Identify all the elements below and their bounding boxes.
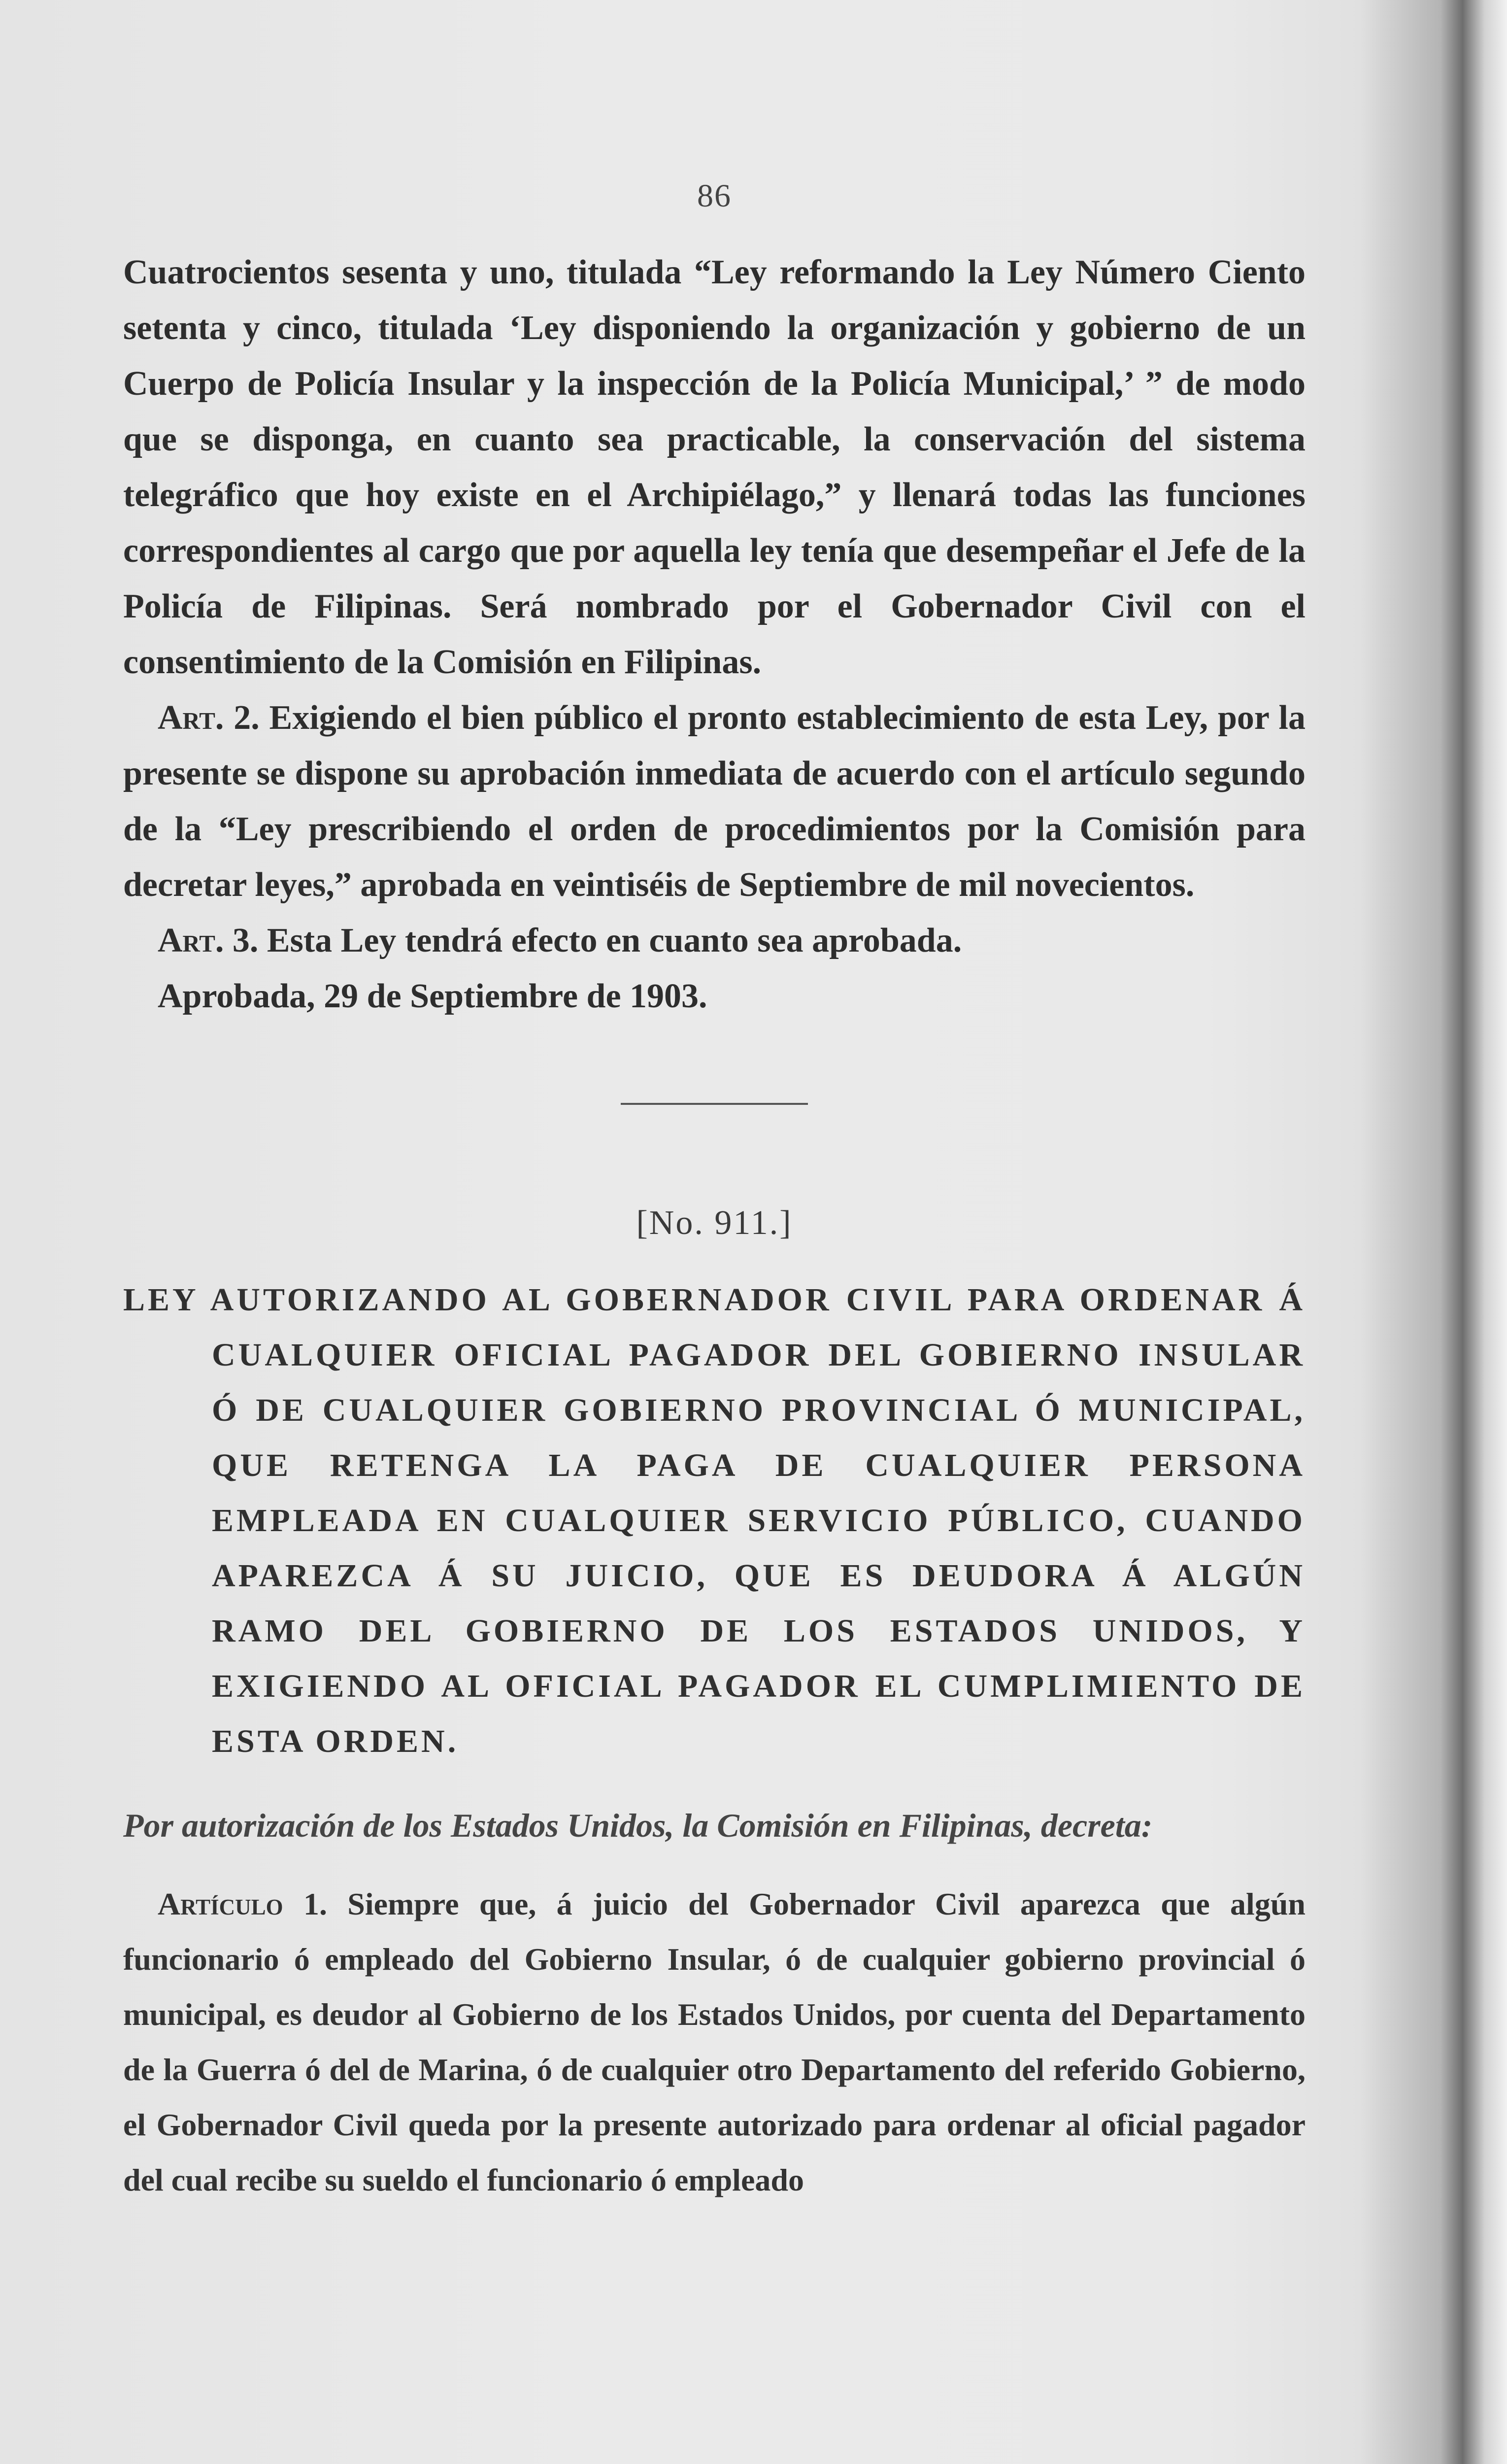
article-1-label: Artículo 1. — [158, 1886, 327, 1921]
page-content — [123, 177, 1306, 2208]
article-1 — [123, 1877, 1306, 2208]
article-3 — [123, 913, 1306, 968]
article-2-text: Exigiendo el bien público el pronto establecimiento de esta Ley, por la presente se dispone su aprobación inmediata de acuerdo con el artículo segundo de la “Ley prescribiendo el orden de procedimientos por la Comisión para decretar leyes,” aprobada en veintiséis de Septiembre de mil novecientos. — [123, 699, 1306, 904]
enacting-clause: Por autorización de los Estados Unidos, la Comisión en Filipinas, decreta: — [123, 1807, 1153, 1844]
law-title — [123, 1272, 1306, 1769]
page-edge-shadow — [1359, 0, 1507, 2464]
article-1-text: Siempre que, á juicio del Gobernador Civil aparezca que algún funcionario ó empleado del Gobierno Insular, ó de cualquier gobierno provincial ó municipal, es deudor al Gobierno de los Estados Unidos, por cuenta del Departamento de la Guerra ó del de Marina, ó de cualquier otro Departamento del referido Gobierno, el Gobernador Civil queda por la presente autorizado para ordenar al oficial pagador del cual recibe su sueldo el funcionario ó empleado — [123, 1886, 1306, 2197]
law-title-text: LEY AUTORIZANDO AL GOBERNADOR CIVIL PARA ORDENAR Á CUALQUIER OFICIAL PAGADOR DEL GOBIERNO INSULAR Ó DE CUALQUIER GOBIERNO PROVINCIAL Ó MUNICIPAL, QUE RETENGA LA PAGA DE CUALQUIER PERSONA EMPLEADA EN CUALQUIER SERVICIO PÚBLICO, CUANDO APAREZCA Á SU JUICIO, QUE ES DEUDORA Á ALGÚN RAMO DEL GOBIERNO DE LOS ESTADOS UNIDOS, Y EXIGIENDO AL OFICIAL PAGADOR EL CUMPLIMIENTO DE ESTA ORDEN. — [123, 1282, 1306, 1759]
section-divider — [621, 1103, 808, 1105]
article-3-text: Esta Ley tendrá efecto en cuanto sea aprobada. — [267, 922, 962, 959]
article-3-label: Art. 3. — [158, 922, 259, 959]
page-number: 86 — [697, 178, 732, 214]
article-2-label: Art. 2. — [158, 699, 260, 737]
article-2 — [123, 690, 1306, 913]
law-number: [No. 911.] — [636, 1204, 793, 1242]
continuation-paragraph: Cuatrocientos sesenta y uno, titulada “Ley reformando la Ley Número Ciento setenta y cinco, titulada ‘Ley disponiendo la organización y gobierno de un Cuerpo de Policía Insular y la inspección de la Policía Municipal,’ ” de modo que se disponga, en cuanto sea practicable, la conservación del sistema telegráfico que hoy existe en el Archipiélago,” y llenará todas las funciones correspondientes al cargo que por aquella ley tenía que desempeñar el Jefe de la Policía de Filipinas. Será nombrado por el Gobernador Civil con el consentimiento de la Comisión en Filipinas. — [123, 253, 1306, 681]
approval-date: Aprobada, 29 de Septiembre de 1903. — [158, 977, 707, 1015]
